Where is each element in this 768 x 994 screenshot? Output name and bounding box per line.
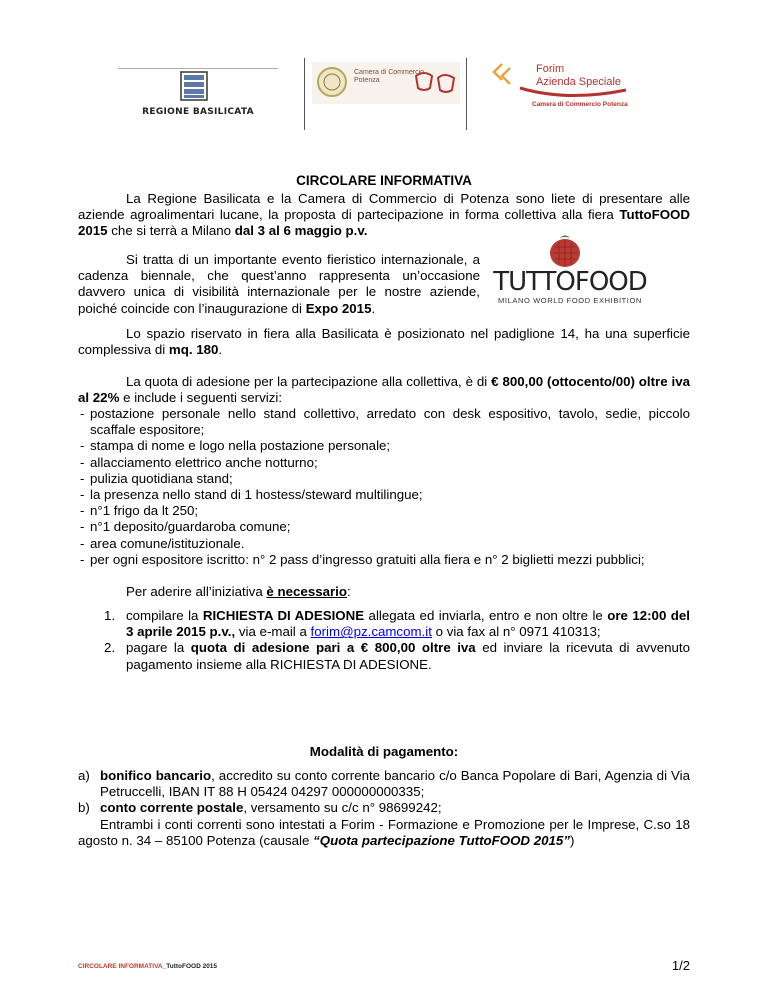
step-text: ed inviare la ricevuta di avvenuto pagamento insieme alla RICHIESTA DI ADESIONE. <box>126 640 690 672</box>
header-divider-1 <box>304 58 305 130</box>
space-paragraph <box>78 326 690 358</box>
fee-paragraph <box>78 374 690 406</box>
intro-text-2: che si terrà a Milano <box>107 223 235 239</box>
intro-fair-name: TuttoFOOD 2015 <box>78 207 690 239</box>
service-item: - per ogni espositore iscritto: n° 2 pass d’ingresso gratuiti alla fiera e n° 2 biglietti mezzi pubblici; <box>78 552 690 568</box>
join-step-1 <box>104 608 690 640</box>
payment-method-details: , accredito su conto corrente bancario c/o Banca Popolare di Bari, Agenzia di Via Petruccelli, IBAN IT 88 H 05424 04297 000000000335; <box>100 768 690 800</box>
service-item: - allacciamento elettrico anche notturno; <box>78 455 690 471</box>
tuttofood-logo <box>490 232 650 306</box>
footer-label-red: CIRCOLARE INFORMATIVA <box>78 963 163 970</box>
payment-methods <box>78 768 690 849</box>
expo-name: Expo 2015 <box>305 300 372 316</box>
tomato-icon <box>548 232 582 268</box>
payment-method-b <box>78 800 690 816</box>
step-text: allegata ed inviarla, entro e non oltre le <box>364 608 608 623</box>
intro-text: La Regione Basilicata e la Camera di Commercio di Potenza sono liete di presentare alle aziende agroalimentari lucane, la proposta di partecipazione in forma collettiva alla fiera <box>78 191 690 223</box>
step-number: 1. <box>104 608 116 623</box>
step-fee: quota di adesione pari a € 800,00 oltre iva <box>190 640 476 656</box>
document-title: CIRCOLARE INFORMATIVA <box>296 173 472 188</box>
fee-text: La quota di adesione per la partecipazione alla collettiva, è di <box>126 374 492 389</box>
join-intro-required: è necessario <box>266 584 347 599</box>
service-item: - n°1 deposito/guardaroba comune; <box>78 519 690 535</box>
tuttofood-subtitle: MILANO WORLD FOOD EXHIBITION <box>498 296 642 305</box>
camera-logo-line2: Potenza <box>354 77 380 84</box>
space-area: mq. 180 <box>168 342 219 358</box>
forim-logo-name: Forim <box>536 63 565 75</box>
service-item: - stampa di nome e logo nella postazione personale; <box>78 438 690 454</box>
payment-letter: a) <box>78 768 90 783</box>
camera-decoration-icon <box>414 68 458 98</box>
step-form-name: RICHIESTA DI ADESIONE <box>202 608 365 623</box>
email-link[interactable]: forim@pz.camcom.it <box>310 624 432 640</box>
payment-title: Modalità di pagamento: <box>309 744 459 759</box>
header-divider-2 <box>466 58 467 130</box>
service-item: - n°1 frigo da lt 250; <box>78 503 690 519</box>
join-step-2 <box>104 640 690 672</box>
regione-basilicata-logo <box>118 65 278 125</box>
tuttofood-word-food: FOOD <box>574 267 647 297</box>
join-steps <box>104 608 690 673</box>
fee-text-end: e include i seguenti servizi: <box>119 390 283 406</box>
step-number: 2. <box>104 640 116 656</box>
camera-seal-icon <box>316 66 348 98</box>
step-text: via e-mail a <box>235 624 311 640</box>
forim-logo <box>484 60 654 112</box>
payment-note <box>78 817 690 849</box>
forim-swoosh-icon <box>518 84 628 100</box>
space-text-end: . <box>218 342 223 358</box>
payment-causale: “Quota partecipazione TuttoFOOD 2015” <box>313 832 570 848</box>
footer-label-black: _TuttoFOOD 2015 <box>162 963 218 970</box>
services-list <box>78 406 690 568</box>
payment-method-a <box>78 768 690 800</box>
intro-dates: dal 3 al 6 maggio p.v. <box>234 223 368 239</box>
tuttofood-word-tutto: TUTTO <box>493 267 575 297</box>
join-intro-text: Per aderire all’iniziativa <box>126 584 267 599</box>
step-text: pagare la <box>126 640 191 656</box>
footer-label <box>78 963 217 970</box>
event-description-text: Si tratta di un importante evento fieristico internazionale, a cadenza biennale, che quest’anno rappresenta un’occasione davvero unica di visibilità internazionale per le nostre aziende, poiché coincide con l’inaugurazione di <box>78 252 480 316</box>
payment-method-name: conto corrente postale <box>100 800 244 816</box>
service-item: - postazione personale nello stand collettivo, arredato con desk espositivo, tavolo, sedie, piccolo scaffale espositore; <box>78 406 690 438</box>
join-intro <box>126 584 686 600</box>
payment-letter: b) <box>78 800 90 816</box>
camera-logo-line1: Camera di Commercio <box>354 69 425 76</box>
forim-logo-subtitle: Azienda Speciale <box>536 76 622 88</box>
camera-commercio-logo <box>312 62 460 104</box>
event-description-end: . <box>371 300 376 316</box>
forim-arrows-icon <box>488 62 518 88</box>
page-number: 1/2 <box>671 958 690 973</box>
payment-method-details: , versamento su c/c n° 98699242; <box>243 800 442 816</box>
regione-coat-of-arms-icon <box>180 71 208 101</box>
tuttofood-wordmark <box>490 268 650 296</box>
service-item: - la presenza nello stand di 1 hostess/steward multilingue; <box>78 487 690 503</box>
service-item: - pulizia quotidiana stand; <box>78 471 690 487</box>
payment-note-text: Entrambi i conti correnti sono intestati a Forim - Formazione e Promozione per le Imprese, C.so 18 agosto n. 34 – 85100 Potenza (causale <box>78 816 690 848</box>
step-text: compilare la <box>126 608 203 623</box>
header-logos <box>0 0 768 140</box>
regione-logo-text: REGIONE BASILICATA <box>142 107 254 117</box>
service-item: - area comune/istituzionale. <box>78 536 690 552</box>
payment-note-end: ) <box>569 832 575 848</box>
space-text: Lo spazio riservato in fiera alla Basilicata è posizionato nel padiglione 14, ha una superficie complessiva di <box>78 326 690 358</box>
step-deadline: ore 12:00 del 3 aprile 2015 p.v., <box>126 608 690 640</box>
event-description-paragraph <box>78 252 480 317</box>
join-intro-colon: : <box>347 584 351 599</box>
fee-amount: € 800,00 (ottocento/00) oltre iva al 22% <box>78 374 691 406</box>
step-text: o via fax al n° 0971 410313; <box>431 624 601 640</box>
forim-logo-camera: Camera di Commercio Potenza <box>532 101 628 108</box>
payment-method-name: bonifico bancario <box>100 768 212 783</box>
